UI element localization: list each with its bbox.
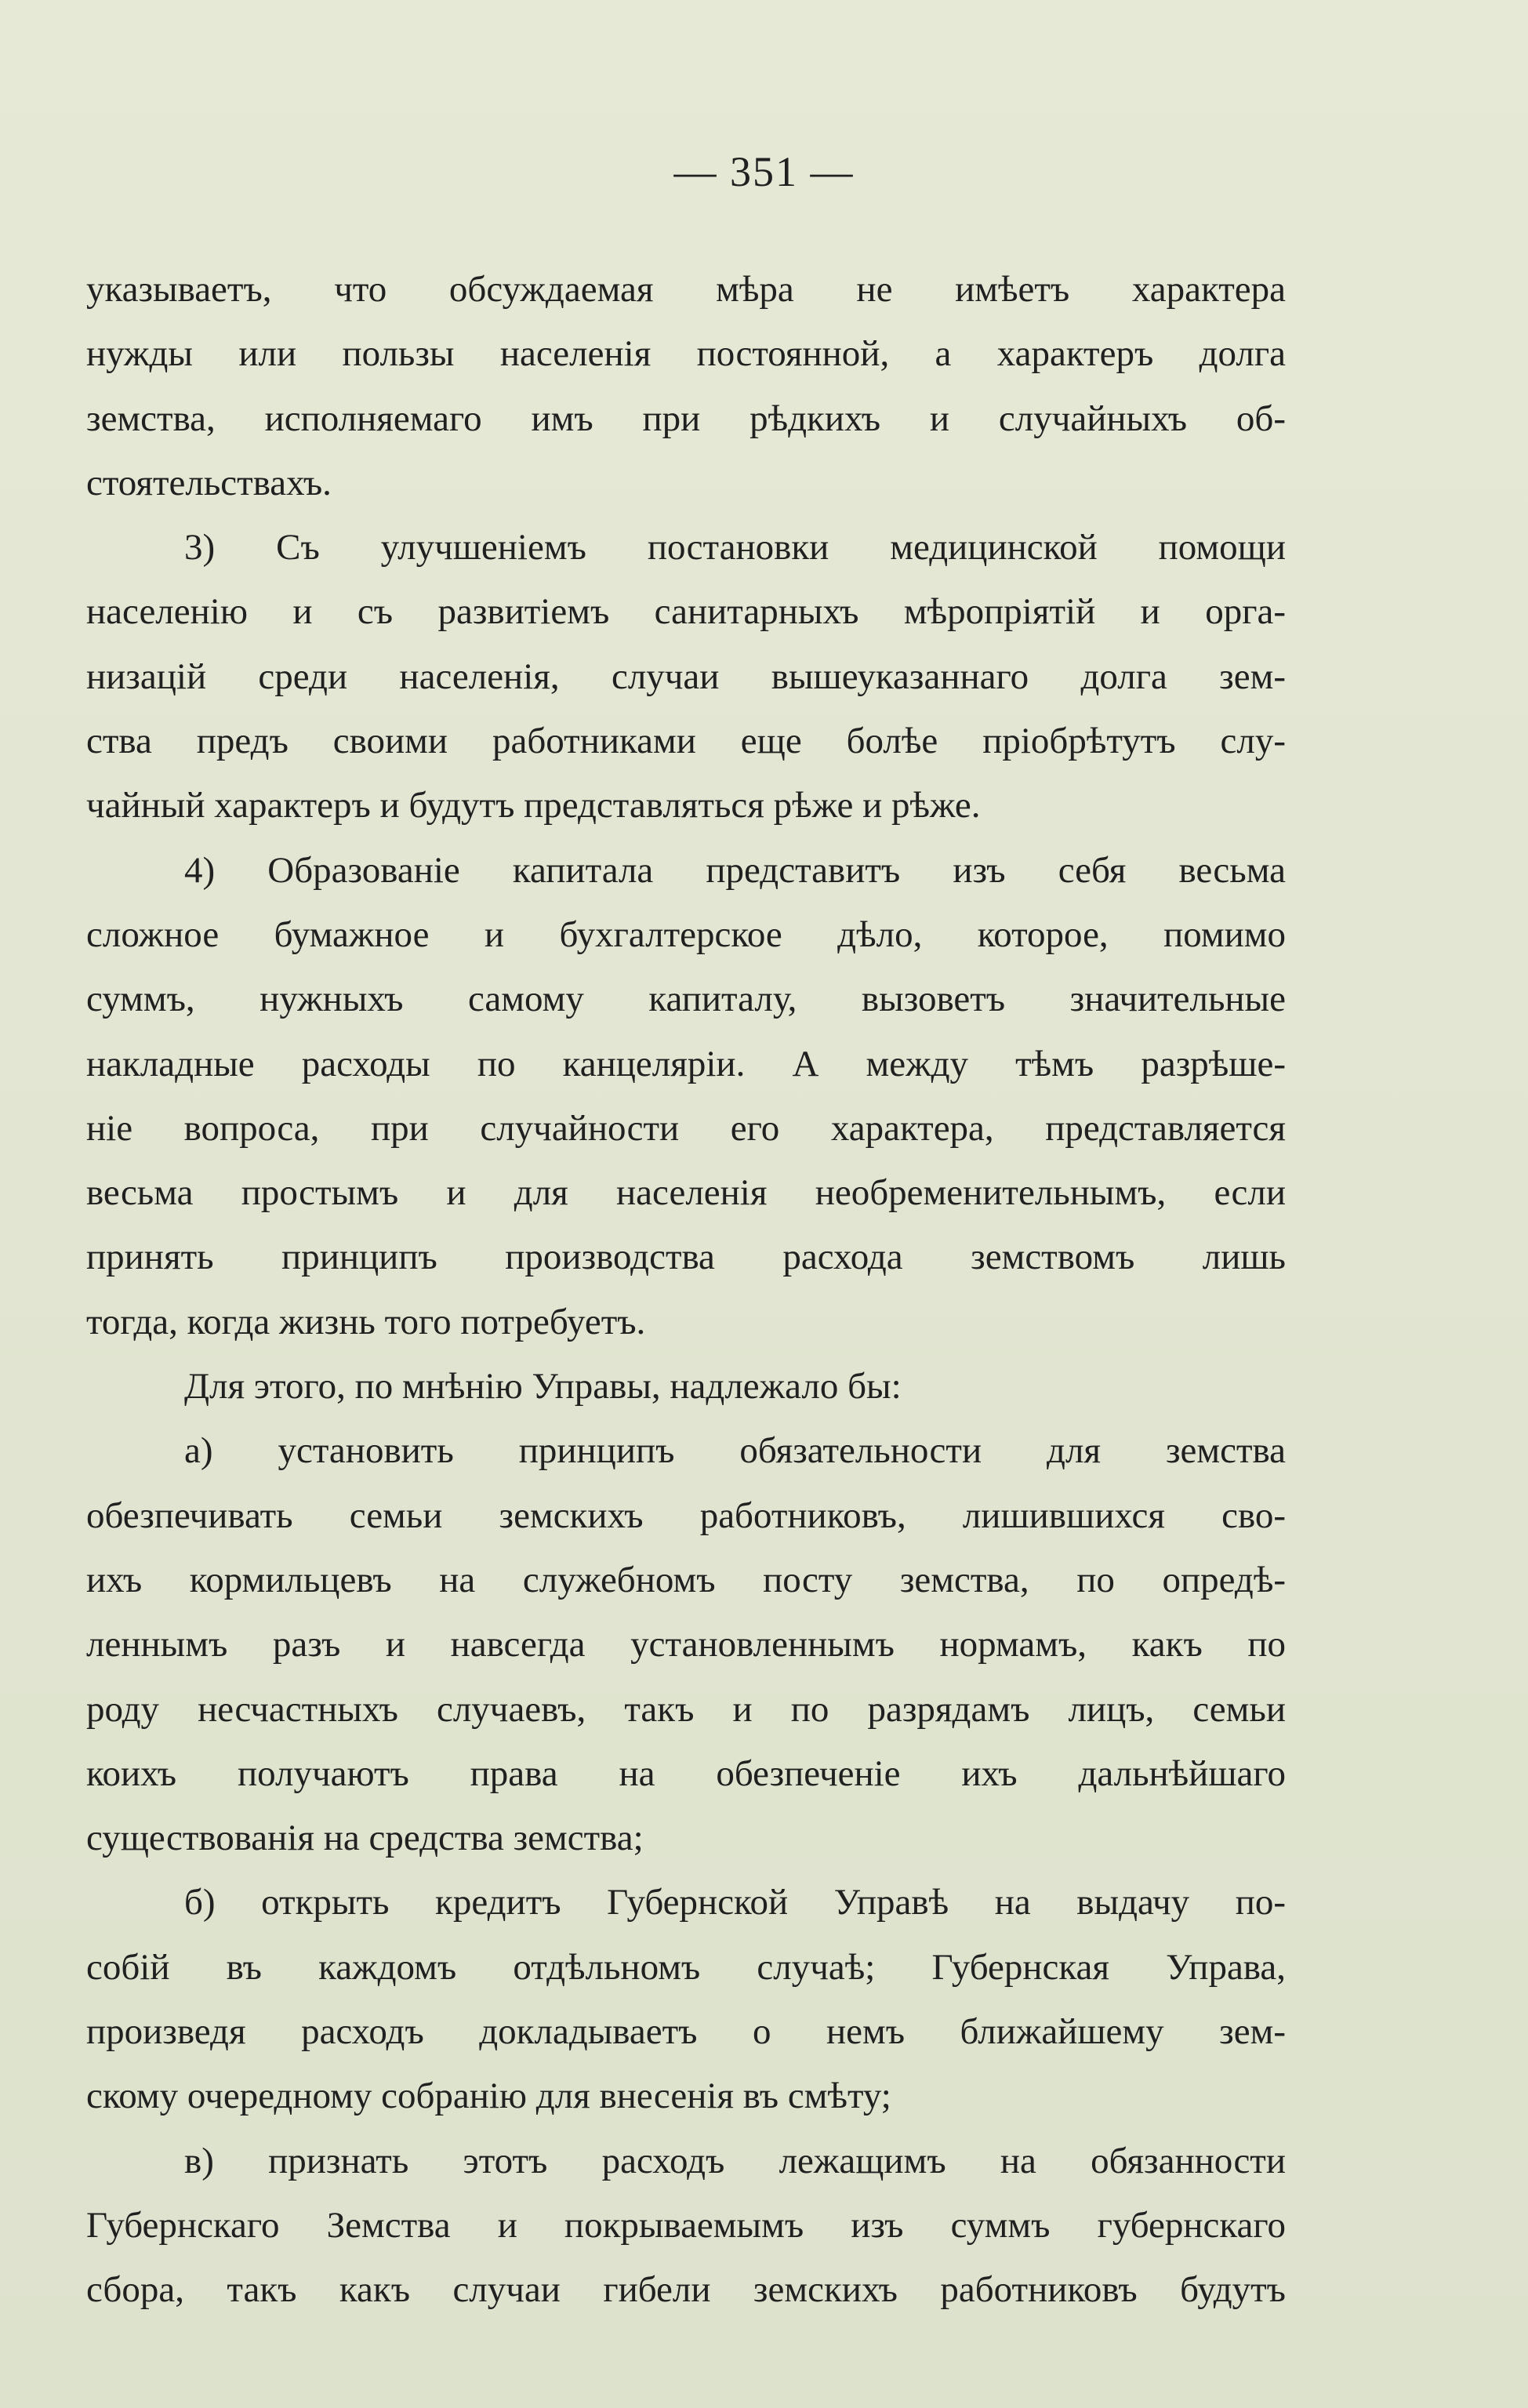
text-line: стоятельствахъ.: [86, 462, 332, 503]
text-line: собій въ каждомъ отдѣльномъ случаѣ; Губернская Управа,: [86, 1946, 1286, 1988]
text-line: б) открыть кредитъ Губернской Управѣ на выдачу по-: [184, 1882, 1286, 1923]
text-line: существованія на средства земства;: [86, 1818, 644, 1859]
text-line: ихъ кормильцевъ на служебномъ посту земства, по опредѣ-: [86, 1559, 1286, 1600]
text-line: суммъ, нужныхъ самому капиталу, вызоветъ значительные: [86, 979, 1286, 1020]
text-line: низацій среди населенія, случаи вышеуказаннаго долга зем-: [86, 656, 1286, 697]
text-line: леннымъ разъ и навсегда установленнымъ нормамъ, какъ по: [86, 1624, 1286, 1665]
text-line: произведя расходъ докладываетъ о немъ ближайшему зем-: [86, 2011, 1286, 2053]
text-line: а) установить принципъ обязательности для земства: [184, 1430, 1286, 1472]
text-line: накладные расходы по канцеляріи. А между тѣмъ разрѣше-: [86, 1043, 1286, 1084]
text-line: коихъ получаютъ права на обезпеченіе ихъ дальнѣйшаго: [86, 1752, 1286, 1794]
text-line: нужды или пользы населенія постоянной, а характеръ долга: [86, 333, 1286, 375]
text-line: принять принципъ производства расхода земствомъ лишь: [86, 1237, 1286, 1278]
text-line: в) признать этотъ расходъ лежащимъ на обязанности: [184, 2140, 1286, 2181]
text-line: ства предъ своими работниками еще болѣе пріобрѣтутъ слу-: [86, 721, 1286, 762]
text-line: ніе вопроса, при случайности его характера, представляется: [86, 1107, 1286, 1149]
text-line: обезпечивать семьи земскихъ работниковъ, лишившихся сво-: [86, 1495, 1286, 1536]
text-line: 3) Съ улучшеніемъ постановки медицинской помощи: [184, 527, 1286, 568]
text-line: Губернскаго Земства и покрываемымъ изъ суммъ губернскаго: [86, 2204, 1286, 2246]
text-line: чайный характеръ и будутъ представляться рѣже и рѣже.: [86, 785, 981, 826]
text-line: указываетъ, что обсуждаемая мѣра не имѣетъ характера: [86, 269, 1286, 310]
text-line: роду несчастныхъ случаевъ, такъ и по разрядамъ лицъ, семьи: [86, 1688, 1286, 1730]
text-line: скому очередному собранію для внесенія въ смѣту;: [86, 2076, 891, 2117]
text-line: 4) Образованіе капитала представитъ изъ себя весьма: [184, 849, 1286, 891]
text-line: сбора, такъ какъ случаи гибели земскихъ работниковъ будутъ: [86, 2269, 1286, 2311]
text-line: земства, исполняемаго имъ при рѣдкихъ и случайныхъ об-: [86, 398, 1286, 439]
text-line: населенію и съ развитіемъ санитарныхъ мѣропріятій и орга-: [86, 591, 1286, 633]
text-line: сложное бумажное и бухгалтерское дѣло, которое, помимо: [86, 913, 1286, 955]
text-line: тогда, когда жизнь того потребуетъ.: [86, 1301, 646, 1342]
text-line: весьма простымъ и для населенія необременительнымъ, если: [86, 1172, 1286, 1214]
page-number: — 351 —: [673, 148, 855, 195]
body-text: [86, 257, 1286, 2323]
text-line: Для этого, по мнѣнію Управы, надлежало бы:: [184, 1366, 902, 1407]
